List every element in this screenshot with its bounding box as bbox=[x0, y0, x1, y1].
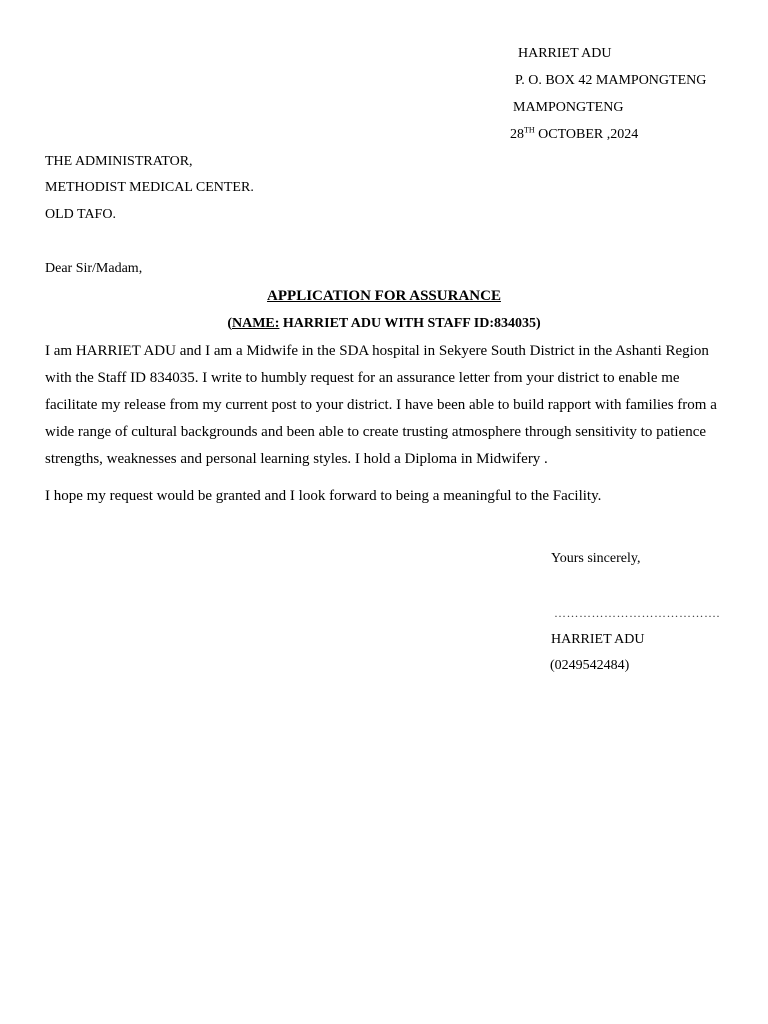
valediction: Yours sincerely, bbox=[551, 551, 641, 566]
subtitle-details: HARRIET ADU WITH STAFF ID:834035) bbox=[279, 316, 541, 331]
letter-title bbox=[0, 287, 768, 305]
recipient-line-2: METHODIST MEDICAL CENTER. bbox=[45, 180, 254, 195]
date-month-year: OCTOBER ,2024 bbox=[534, 127, 639, 142]
subtitle-open-paren: ( bbox=[227, 316, 232, 331]
signatory-name: HARRIET ADU bbox=[551, 632, 645, 647]
body-paragraph-1: I am HARRIET ADU and I am a Midwife in the SDA hospital in Sekyere South District in the Ashanti Region with the Staff ID 834035. I write to humbly request for an assurance letter from your district to enable me facilitate my release from my current post to your district. I have been able to build rapport with families from a wide range of cultural backgrounds and been able to create trusting atmosphere through sensitivity to patience strengths, weaknesses and personal learning styles. I hold a Diploma in Midwifery . bbox=[45, 343, 717, 467]
date-day: 28 bbox=[510, 127, 524, 142]
signature-line: …………………………………. bbox=[554, 606, 720, 620]
signatory-phone: (0249542484) bbox=[550, 658, 630, 673]
letter-subtitle bbox=[0, 315, 768, 333]
date-suffix: TH bbox=[524, 125, 535, 135]
subtitle-name-label: NAME: bbox=[231, 316, 280, 331]
sender-address-line-1: P. O. BOX 42 MAMPONGTENG bbox=[515, 73, 707, 88]
letter-date bbox=[510, 126, 638, 144]
sender-address-line-2: MAMPONGTENG bbox=[513, 100, 624, 115]
body-paragraph-2: I hope my request would be granted and I look forward to being a meaningful to the Facility. bbox=[45, 488, 602, 504]
sender-name: HARRIET ADU bbox=[518, 46, 612, 61]
letter-title-text: APPLICATION FOR ASSURANCE bbox=[267, 288, 501, 304]
salutation: Dear Sir/Madam, bbox=[45, 261, 143, 276]
recipient-line-1: THE ADMINISTRATOR, bbox=[45, 154, 193, 169]
recipient-line-3: OLD TAFO. bbox=[45, 207, 116, 222]
